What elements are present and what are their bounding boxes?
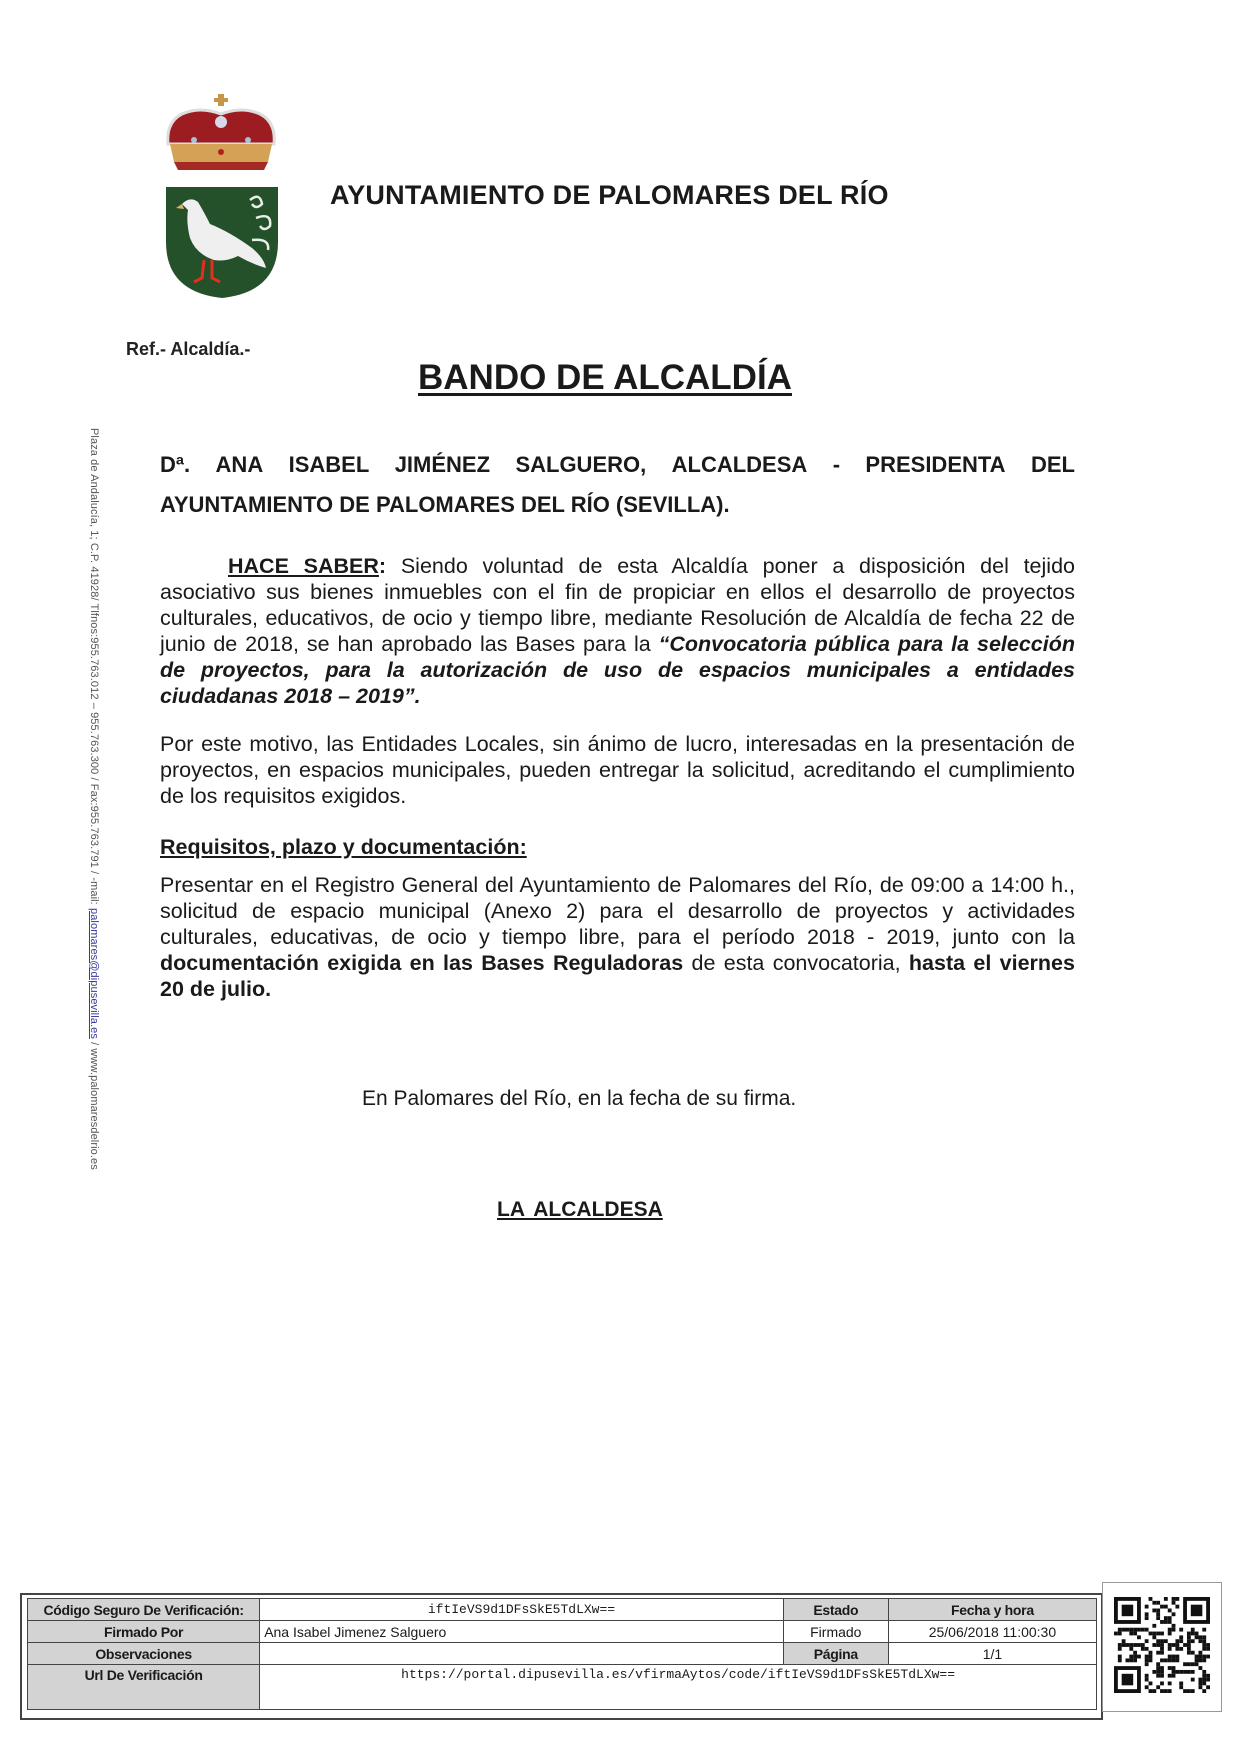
paragraph-hace-saber [160, 553, 1075, 709]
observations-label: Observaciones [28, 1643, 260, 1665]
status-value: Firmado [783, 1621, 888, 1643]
table-row [28, 1665, 1097, 1710]
coat-of-arms-icon [160, 92, 285, 302]
deadline-emphasis: hasta el viernes 20 de julio. [160, 951, 1075, 1001]
addressee-word: ISABEL [288, 452, 370, 477]
paragraph-text: Presentar en el Registro General del Ayuntamiento de Palomares del Río, de 09:00 a 14:00 h., solicitud de espacio municipal (Anexo 2) para el desarrollo de proyectos y actividades culturales, educativas, de ocio y tiempo libre, para el período 2018 - 2019, junto con la [160, 873, 1075, 949]
addressee-word: ALCALDESA [671, 452, 808, 477]
hace-saber-label: HACE SABER [228, 554, 379, 578]
page-value: 1/1 [888, 1643, 1096, 1665]
signed-by-label: Firmado Por [28, 1621, 260, 1643]
addressee-line-2: AYUNTAMIENTO DE PALOMARES DEL RÍO (SEVILLA). [160, 492, 730, 517]
crown-icon [168, 94, 274, 170]
convocatoria-title: “Convocatoria pública para la selección de proyectos, para la autorización de uso de espacios municipales a entidades ciudadanas 2018 – 2019”. [160, 632, 1076, 708]
shield-icon [166, 187, 278, 298]
side-contact-info [88, 428, 100, 1170]
csv-value: iftIeVS9d1DFsSkE5TdLXw== [260, 1599, 784, 1621]
paragraph-text: Siendo voluntad de esta Alcaldía poner a disposición del tejido asociativo sus bienes inmuebles con el fin de propiciar en ellos el desarrollo de proyectos culturales, educativos, de ocio y tiempo libre, mediante Resolución de Alcaldía de fecha 22 de junio de 2018, se han aprobado las Bases para la [160, 554, 1075, 656]
observations-value [260, 1643, 784, 1665]
colon: : [378, 554, 387, 578]
addressee-word: JIMÉNEZ [394, 452, 491, 477]
table-row [28, 1621, 1097, 1643]
verification-table-frame [20, 1593, 1103, 1720]
website-text: / www.palomaresdelrio.es [88, 1038, 100, 1170]
organization-name: AYUNTAMIENTO DE PALOMARES DEL RÍO [330, 180, 889, 210]
url-value[interactable]: https://portal.dipusevilla.es/vfirmaAytos/code/iftIeVS9d1DFsSkE5TdLXw== [260, 1665, 1097, 1710]
addressee-line-1 [160, 445, 1075, 485]
status-label: Estado [783, 1599, 888, 1621]
documentation-emphasis: documentación exigida en las Bases Reguladoras [160, 951, 684, 975]
datetime-label: Fecha y hora [888, 1599, 1096, 1621]
address-text: Plaza de Andalucía, 1; C.P. 41928/ Tlfnos:955.763.012 – 955.763.300 / Fax:955.763.791 / -mail: [88, 428, 100, 908]
verification-table [27, 1598, 1097, 1710]
addressee-word: ANA [215, 452, 264, 477]
addressee-word: Dª. [160, 452, 191, 477]
addressee-word: - [832, 452, 841, 477]
csv-label: Código Seguro De Verificación: [28, 1599, 260, 1621]
qr-code-frame [1102, 1582, 1222, 1712]
url-label: Url De Verificación [28, 1665, 260, 1710]
email-link[interactable]: palomares@dipusevilla.es [88, 908, 100, 1039]
paragraph-text: de esta convocatoria, [683, 951, 909, 975]
paragraph-requirements [160, 872, 1075, 1002]
page-label: Página [783, 1643, 888, 1665]
signed-by-value: Ana Isabel Jimenez Salguero [260, 1621, 784, 1643]
reference-label: Ref.- Alcaldía.- [126, 339, 251, 359]
qr-code-icon [1114, 1597, 1210, 1693]
signer-title: LA ALCALDESA [497, 1198, 663, 1221]
addressee-word: SALGUERO, [515, 452, 647, 477]
requirements-heading: Requisitos, plazo y documentación: [160, 835, 527, 859]
place-date-line: En Palomares del Río, en la fecha de su firma. [362, 1087, 797, 1110]
table-row [28, 1643, 1097, 1665]
datetime-value: 25/06/2018 11:00:30 [888, 1621, 1096, 1643]
addressee-word: PRESIDENTA [865, 452, 1006, 477]
document-title: BANDO DE ALCALDÍA [418, 358, 792, 397]
paragraph-motivo: Por este motivo, las Entidades Locales, sin ánimo de lucro, interesadas en la presentación de proyectos, en espacios municipales, pueden entregar la solicitud, acreditando el cumplimiento de los requisitos exigidos. [160, 732, 1075, 808]
addressee-word: DEL [1030, 452, 1075, 477]
table-row [28, 1599, 1097, 1621]
addressee-block [160, 445, 1075, 525]
